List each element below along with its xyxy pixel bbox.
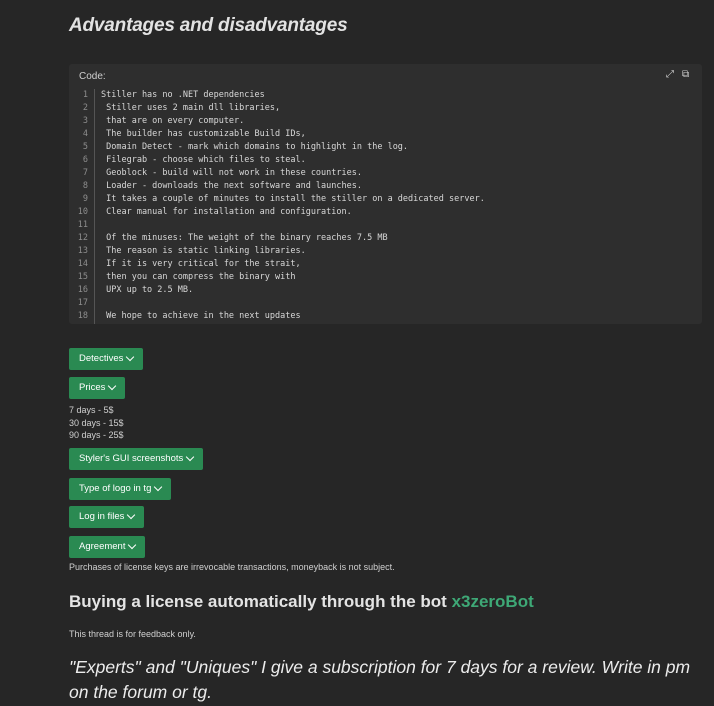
spoiler-label: Agreement [79, 541, 126, 552]
code-line: Domain Detect - mark which domains to highlight in the log. [101, 142, 409, 152]
line-number: 6 [82, 155, 88, 165]
line-number: 2 [82, 103, 88, 113]
code-line: Filegrab - choose which files to steal. [101, 155, 306, 165]
code-line: Stiller has no .NET dependencies [101, 90, 265, 100]
spoiler-label: Log in files [79, 511, 125, 522]
line-number: 1 [82, 90, 88, 100]
review-offer: "Experts" and "Uniques" I give a subscription for 7 days for a review. Write in pm on the forum or tg. [69, 657, 691, 702]
code-line: It takes a couple of minutes to install the stiller on a dedicated server. [101, 194, 485, 204]
line-number: 16 [77, 285, 88, 295]
code-line: that are on every computer. [101, 116, 245, 126]
chevron-down-icon [127, 511, 135, 519]
price-item: 7 days - 5$ [69, 405, 114, 415]
code-line: Geoblock - build will not work in these countries. [101, 168, 362, 178]
chevron-down-icon [128, 541, 136, 549]
spoiler-label: Detectives [79, 353, 124, 364]
code-line: then you can compress the binary with [101, 272, 296, 282]
spoiler-log-files-button[interactable] [69, 506, 144, 528]
code-line: Loader - downloads the next software and launches. [101, 181, 362, 191]
section-title: Advantages and disadvantages [69, 15, 348, 36]
code-line [101, 219, 485, 232]
code-toolbar [666, 70, 692, 80]
code-lines[interactable] [95, 89, 485, 324]
code-header [69, 64, 702, 88]
code-block [69, 64, 702, 324]
code-line: The reason is static linking libraries. [101, 246, 306, 256]
chevron-down-icon [126, 353, 134, 361]
spoiler-agreement-button[interactable] [69, 536, 145, 558]
code-line: Clear manual for installation and configuration. [101, 207, 352, 217]
code-body [69, 89, 702, 324]
spoiler-label: Prices [79, 382, 106, 393]
line-number: 13 [77, 246, 88, 256]
line-number: 9 [82, 194, 88, 204]
spoiler-prices-button[interactable] [69, 377, 125, 399]
bot-link[interactable]: x3zeroBot [451, 592, 534, 611]
spoiler-screenshots-button[interactable] [69, 448, 203, 470]
chevron-down-icon [186, 453, 194, 461]
feedback-note: This thread is for feedback only. [69, 629, 196, 639]
code-line: UPX up to 2.5 MB. [101, 285, 194, 295]
line-number: 7 [82, 168, 88, 178]
price-item: 30 days - 15$ [69, 417, 124, 428]
line-number: 4 [82, 129, 88, 139]
buy-text: Buying a license automatically through the bot [69, 592, 452, 611]
chevron-down-icon [108, 382, 116, 390]
line-number: 17 [77, 298, 88, 308]
code-label: Code: [79, 71, 106, 82]
line-number: 18 [77, 311, 88, 321]
expand-icon[interactable]: ⤢ [666, 69, 674, 80]
line-number: 10 [77, 207, 88, 217]
price-list [69, 404, 124, 442]
line-number: 14 [77, 259, 88, 269]
spoiler-detectives-button[interactable] [69, 348, 143, 370]
price-item: 90 days - 25$ [69, 430, 124, 440]
copy-icon[interactable]: ⧉ [682, 69, 690, 80]
code-line: Stiller uses 2 main dll libraries, [101, 103, 281, 113]
line-number: 3 [82, 116, 88, 126]
agreement-note: Purchases of license keys are irrevocable transactions, moneyback is not subject. [69, 562, 395, 572]
spoiler-label: Type of logo in tg [79, 483, 152, 494]
spoiler-label: Styler's GUI screenshots [79, 453, 184, 464]
spoiler-logo-button[interactable] [69, 478, 171, 500]
code-line: The builder has customizable Build IDs, [101, 129, 306, 139]
code-line: We hope to achieve in the next updates [101, 311, 301, 321]
code-line: If it is very critical for the strait, [101, 259, 301, 269]
line-number: 15 [77, 272, 88, 282]
line-numbers [69, 89, 95, 324]
code-line [101, 297, 485, 310]
line-number: 5 [82, 142, 88, 152]
line-number: 12 [77, 233, 88, 243]
code-line: Of the minuses: The weight of the binary reaches 7.5 MB [101, 233, 388, 243]
line-number: 8 [82, 181, 88, 191]
chevron-down-icon [154, 483, 162, 491]
line-number: 11 [77, 220, 88, 230]
buy-heading [69, 592, 534, 612]
